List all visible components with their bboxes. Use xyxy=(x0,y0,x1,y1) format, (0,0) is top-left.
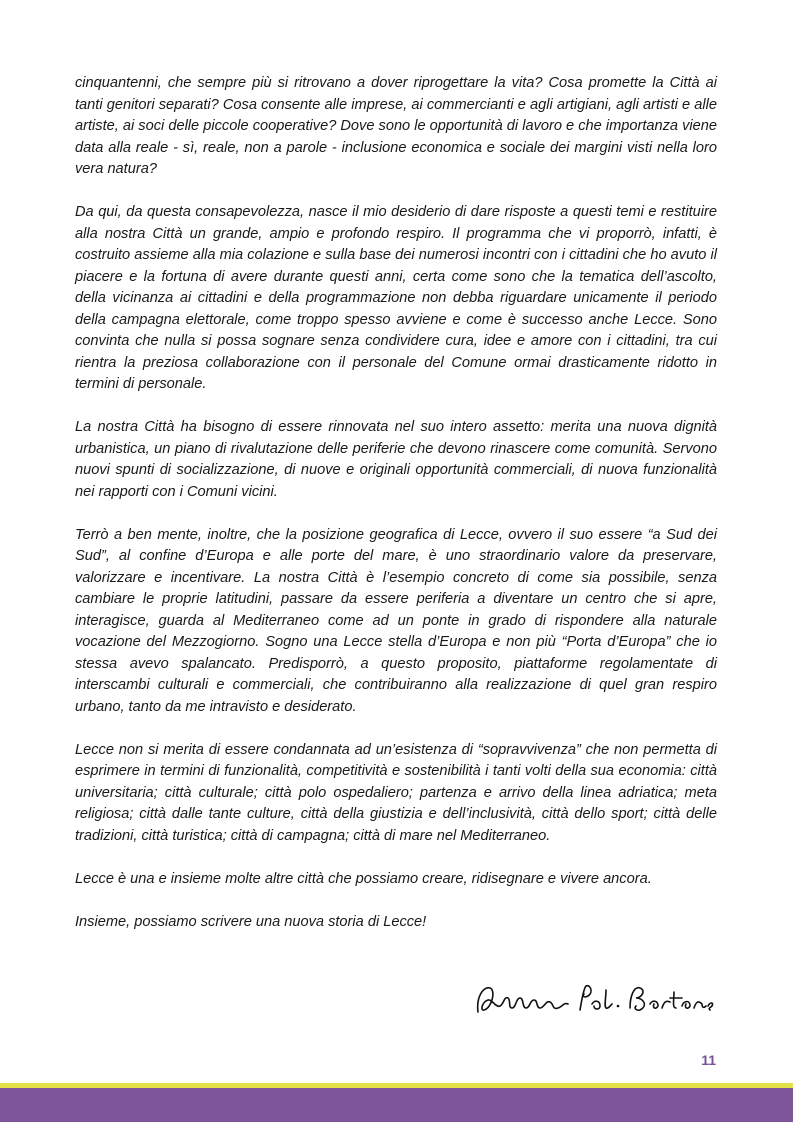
paragraph-2: Da qui, da questa consapevolezza, nasce il mio desiderio di dare risposte a questi temi e restituire alla nostra Città un grande, ampio e profondo respiro. Il programma che vi proporrò, infatti, è costruito assieme alla mia colazione e sulla base dei numerosi incontri con i cittadini che ho avuto il piacere e la fortuna di avere durante questi anni, certa come sono che la tematica dell’ascolto, della vicinanza ai cittadini e della programmazione non debba riguardare unicamente il periodo della campagna elettorale, come troppo spesso avviene e come è successo anche Lecce. Sono convinta che nulla si possa sognare senza condividere cura, idee e amore con i cittadini, tra cui rientra la preziosa collaborazione con il personale del Comune ormai drasticamente ridotto in termini di personale. xyxy=(75,204,717,392)
paragraph-3: La nostra Città ha bisogno di essere rinnovata nel suo intero assetto: merita una nuova dignità urbanistica, un piano di rivalutazione delle periferie che devono rinascere come comunità. Servono nuovi spunti di socializzazione, di nuove e originali opportunità commerciali, di nuova funzionalità nei rapporti con i Comuni vicini. xyxy=(75,419,717,500)
handwritten-signature xyxy=(470,978,715,1026)
paragraph-4: Terrò a ben mente, inoltre, che la posizione geografica di Lecce, ovvero il suo essere “a Sud dei Sud”, al confine d’Europa e alle porte del mare, è uno straordinario valore da preservare, valorizzare e incentivare. La nostra Città è l’esempio concreto di come sia possibile, senza cambiare le proprie latitudini, passare da essere periferia a diventare un centro che si apre, interagisce, guarda al Mediterraneo come ad un ponte in grado di rispondere alla naturale vocazione del Mezzogiorno. Sogno una Lecce stella d’Europa e non più “Porta d’Europa” che io stessa avevo spalancato. Predisporrò, a questo proposito, piattaforme regolamentate di interscambi culturali e commerciali, che contribuiranno alla realizzazione di quel gran respiro urbano, tanto da me intravisto e desiderato. xyxy=(75,526,717,715)
footer-band-purple xyxy=(0,1088,793,1122)
paragraph-6: Lecce è una e insieme molte altre città che possiamo creare, ridisegnare e vivere ancora. xyxy=(75,870,652,887)
paragraph-7: Insieme, possiamo scrivere una nuova storia di Lecce! xyxy=(75,913,427,930)
paragraph-5: Lecce non si merita di essere condannata ad un’esistenza di “sopravvivenza” che non permetta di esprimere in termini di funzionalità, competitività e sostenibilità i tanti volti della sua economia: città universitaria; città culturale; città polo ospedaliero; partenza e arrivo della linea adriatica; meta religiosa; città dalle tante culture, città della giustizia e dell’inclusività, città dello sport; città delle tradizioni, città turistica; città di campagna; città di mare nel Mediterraneo. xyxy=(75,741,717,844)
page-number: 11 xyxy=(701,1052,716,1068)
paragraph-1: cinquantenni, che sempre più si ritrovano a dover riprogettare la vita? Cosa promette la Città ai tanti genitori separati? Cosa consente alle imprese, ai commercianti e agli artigiani, agli artisti e alle artiste, ai soci delle piccole cooperative? Dove sono le opportunità di lavoro e che importanza viene data alla reale - sì, reale, non a parole - inclusione economica e sociale dei margini visti nella loro vera natura? xyxy=(75,75,717,177)
body-text xyxy=(75,73,717,933)
